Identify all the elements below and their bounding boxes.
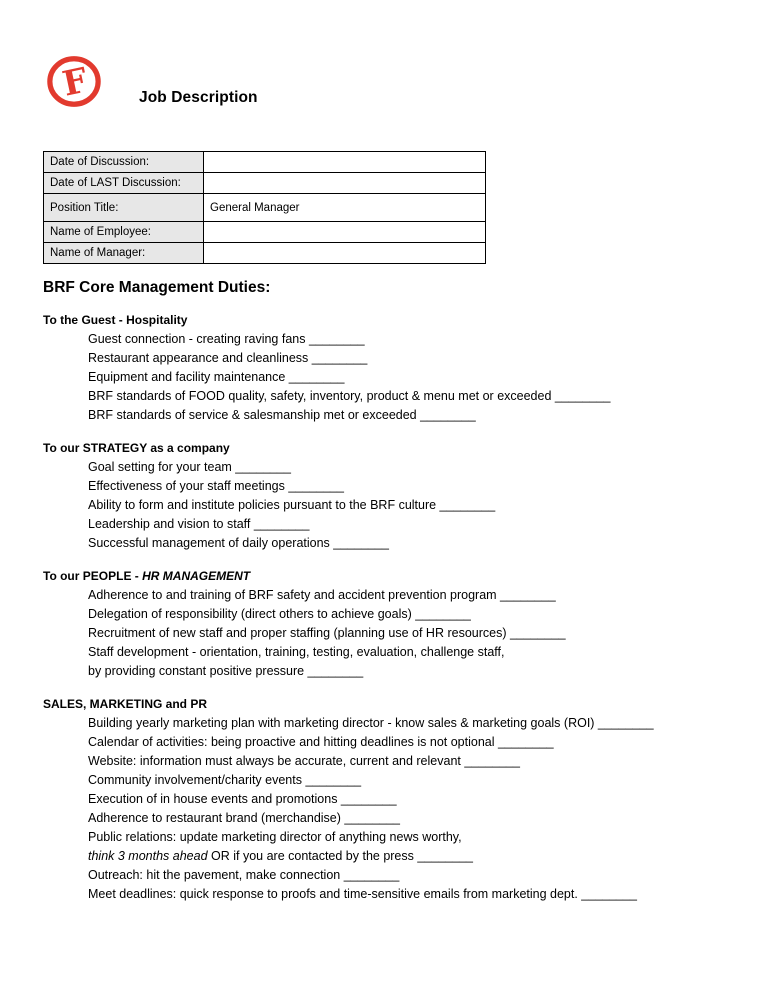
info-row-label: Name of Employee: (44, 222, 204, 243)
duty-item (88, 847, 758, 866)
duty-item (88, 771, 758, 790)
document-header (43, 55, 758, 108)
duty-item (88, 733, 758, 752)
duty-item (88, 387, 758, 406)
duty-item (88, 458, 758, 477)
page-title: Job Description (139, 89, 258, 106)
text-segment: Website: information must always be accurate, current and relevant ________ (88, 754, 520, 768)
info-row-value (204, 222, 486, 243)
duty-item (88, 752, 758, 771)
duty-section-title (43, 441, 758, 455)
duty-item (88, 828, 758, 847)
duty-item (88, 534, 758, 553)
duty-item-list (43, 330, 758, 425)
duty-section-title (43, 313, 758, 327)
duty-item (88, 643, 758, 662)
duty-item (88, 662, 758, 681)
duty-item (88, 330, 758, 349)
duty-section (43, 569, 758, 681)
text-segment: Building yearly marketing plan with marketing director - know sales & marketing goals (ROI) ________ (88, 716, 654, 730)
text-segment: SALES, MARKETING and PR (43, 697, 208, 711)
text-segment: Guest connection - creating raving fans ________ (88, 332, 365, 346)
info-table-row (44, 194, 486, 222)
duty-item (88, 790, 758, 809)
text-segment: Delegation of responsibility (direct others to achieve goals) ________ (88, 607, 471, 621)
text-segment: Effectiveness of your staff meetings ________ (88, 479, 344, 493)
text-segment: Outreach: hit the pavement, make connection ________ (88, 868, 400, 882)
duties-heading: BRF Core Management Duties: (43, 279, 271, 296)
info-table-body (44, 152, 486, 264)
text-segment: Equipment and facility maintenance ________ (88, 370, 345, 384)
text-segment: Leadership and vision to staff ________ (88, 517, 310, 531)
text-segment: BRF standards of FOOD quality, safety, inventory, product & menu met or exceeded ________ (88, 389, 611, 403)
text-segment: Goal setting for your team ________ (88, 460, 291, 474)
text-segment: think 3 months ahead (88, 849, 208, 863)
info-row-value: General Manager (204, 194, 486, 222)
info-row-label: Date of LAST Discussion: (44, 173, 204, 194)
duty-section (43, 313, 758, 425)
text-segment: OR if you are contacted by the press ________ (207, 849, 473, 863)
text-segment: HR MANAGEMENT (142, 569, 251, 583)
duty-section-title (43, 569, 758, 583)
duty-item (88, 349, 758, 368)
duty-section (43, 441, 758, 553)
text-segment: Restaurant appearance and cleanliness ________ (88, 351, 368, 365)
duty-item (88, 624, 758, 643)
duty-item (88, 885, 758, 904)
brand-logo (45, 55, 103, 108)
text-segment: Adherence to and training of BRF safety and accident prevention program ________ (88, 588, 556, 602)
info-table-row (44, 173, 486, 194)
text-segment: Execution of in house events and promotions ________ (88, 792, 397, 806)
text-segment: Public relations: update marketing director of anything news worthy, (88, 830, 462, 844)
duty-item (88, 605, 758, 624)
duty-section (43, 697, 758, 904)
duty-item-list (43, 714, 758, 904)
info-row-label: Position Title: (44, 194, 204, 222)
text-segment: Meet deadlines: quick response to proofs and time-sensitive emails from marketing dept. ________ (88, 887, 637, 901)
duty-item (88, 586, 758, 605)
text-segment: BRF standards of service & salesmanship met or exceeded ________ (88, 408, 476, 422)
brand-logo-icon (45, 55, 103, 108)
text-segment: To our PEOPLE - (43, 569, 143, 583)
duty-item (88, 477, 758, 496)
info-table-row (44, 222, 486, 243)
logo-letter: F (59, 60, 92, 105)
text-segment: To the Guest - Hospitality (43, 313, 188, 327)
text-segment: Calendar of activities: being proactive and hitting deadlines is not optional ________ (88, 735, 554, 749)
info-row-label: Name of Manager: (44, 243, 204, 264)
text-segment: Adherence to restaurant brand (merchandise) ________ (88, 811, 401, 825)
duty-item (88, 406, 758, 425)
info-table-row (44, 152, 486, 173)
info-table (43, 151, 486, 264)
duties-sections (43, 313, 758, 904)
duty-item (88, 368, 758, 387)
info-row-value (204, 152, 486, 173)
text-segment: To our STRATEGY as a company (43, 441, 230, 455)
text-segment: Ability to form and institute policies pursuant to the BRF culture ________ (88, 498, 496, 512)
text-segment: by providing constant positive pressure ________ (88, 664, 364, 678)
info-row-label: Date of Discussion: (44, 152, 204, 173)
duty-item (88, 866, 758, 885)
text-segment: Recruitment of new staff and proper staffing (planning use of HR resources) ________ (88, 626, 566, 640)
duty-item (88, 809, 758, 828)
duty-item (88, 496, 758, 515)
text-segment: Community involvement/charity events ________ (88, 773, 362, 787)
duty-section-title (43, 697, 758, 711)
text-segment: Successful management of daily operations ________ (88, 536, 389, 550)
text-segment: Staff development - orientation, training, testing, evaluation, challenge staff, (88, 645, 505, 659)
duty-item (88, 515, 758, 534)
duty-item-list (43, 458, 758, 553)
duty-item (88, 714, 758, 733)
info-row-value (204, 243, 486, 264)
duty-item-list (43, 586, 758, 681)
info-table-row (44, 243, 486, 264)
info-row-value (204, 173, 486, 194)
